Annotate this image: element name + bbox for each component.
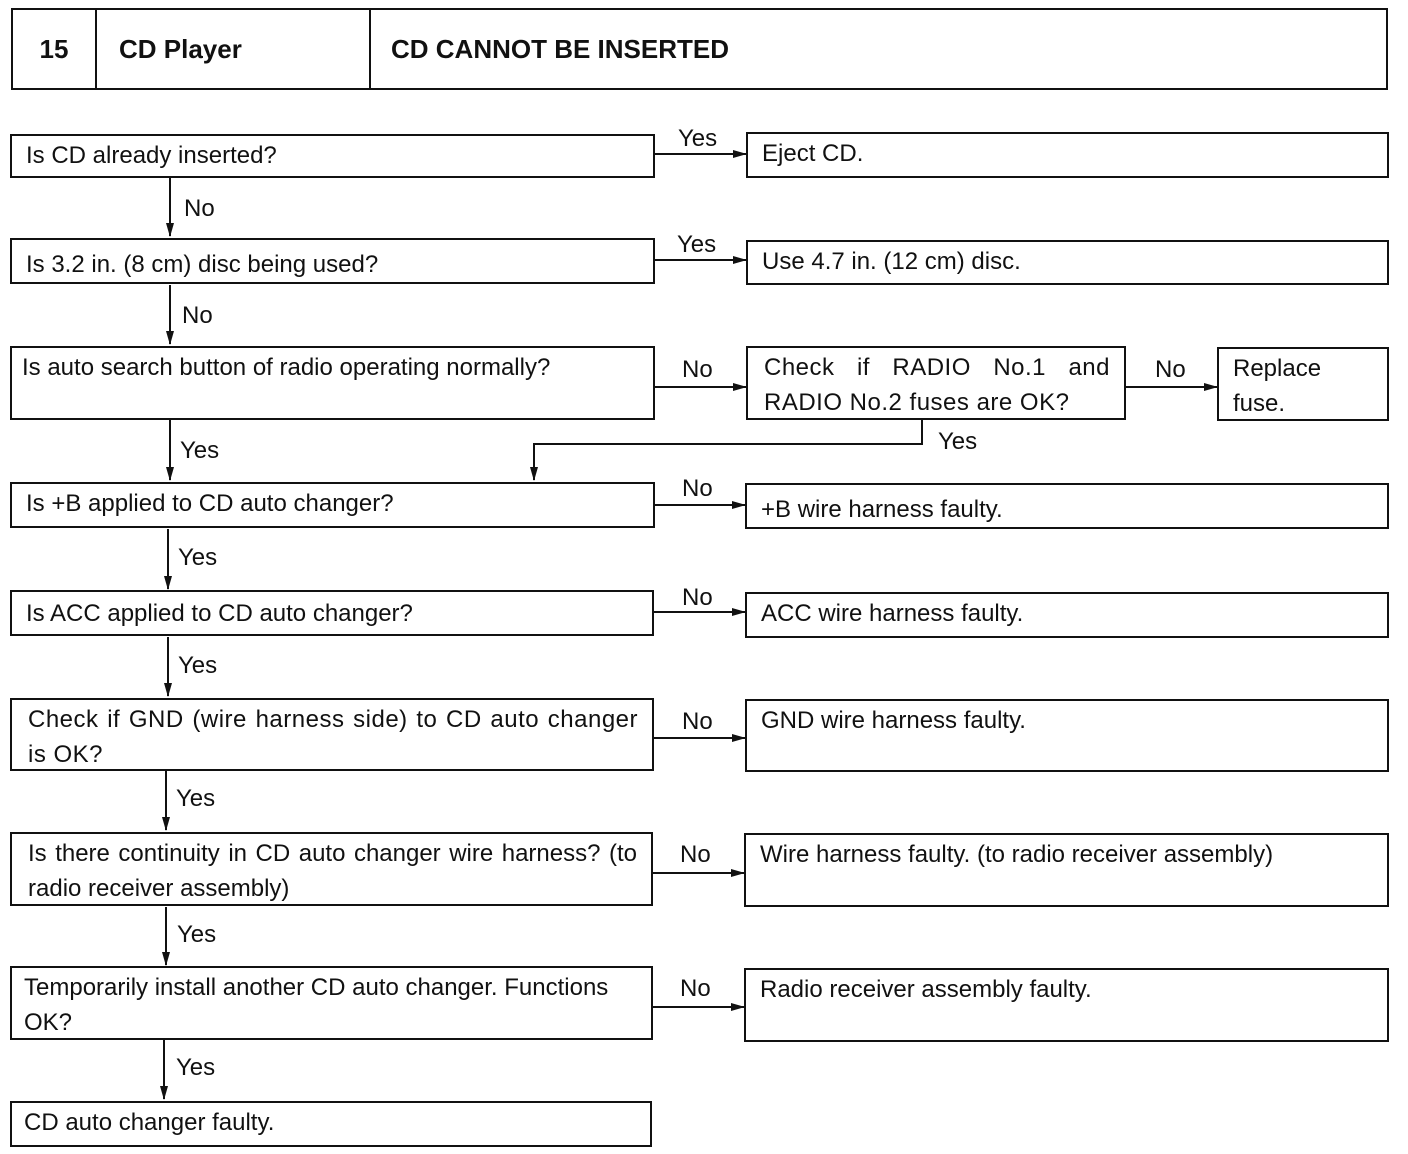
problem-title: CD CANNOT BE INSERTED [391,33,730,64]
result-changer-faulty: CD auto changer faulty. [10,1101,652,1147]
action-replace-fuse: Replace fuse. [1217,347,1389,421]
label-no: No [182,302,213,329]
label-yes: Yes [677,231,717,258]
label-no: No [184,195,215,222]
question-acc-applied: Is ACC applied to CD auto changer? [10,590,654,636]
question-auto-search-normal: Is auto search button of radio operating normally? [10,346,655,420]
label-yes: Yes [176,1054,216,1081]
action-acc-harness-faulty: ACC wire harness faulty. [745,592,1389,638]
label-no: No [680,841,711,868]
section-title: CD Player [97,10,371,88]
question-install-another-changer: Temporarily install another CD auto changer. Functions OK? [10,966,653,1040]
question-small-disc-used: Is 3.2 in. (8 cm) disc being used? [10,238,655,284]
label-no: No [682,356,713,383]
question-cd-already-inserted: Is CD already inserted? [10,134,655,178]
label-no: No [1155,356,1186,383]
label-yes: Yes [177,921,217,948]
label-yes: Yes [176,785,216,812]
action-use-large-disc: Use 4.7 in. (12 cm) disc. [746,240,1389,285]
label-no: No [680,975,711,1002]
arrow-c3-q4 [534,420,922,480]
label-yes: Yes [180,437,220,464]
label-yes: Yes [178,652,218,679]
action-wire-harness-faulty: Wire harness faulty. (to radio receiver assembly) [744,833,1389,907]
action-gnd-harness-faulty: GND wire harness faulty. [745,699,1389,772]
question-gnd-ok: Check if GND (wire harness side) to CD auto changer is OK? [10,698,654,771]
action-receiver-faulty: Radio receiver assembly faulty. [744,968,1389,1042]
question-b-applied: Is +B applied to CD auto changer? [10,482,655,528]
action-b-harness-faulty: +B wire harness faulty. [745,483,1389,529]
label-yes: Yes [678,125,718,152]
label-no: No [682,584,713,611]
action-eject-cd: Eject CD. [746,132,1389,178]
check-radio-fuses: Check if RADIO No.1 and RADIO No.2 fuses are OK? [746,346,1126,420]
label-yes: Yes [178,544,218,571]
label-no: No [682,475,713,502]
label-yes: Yes [938,428,978,455]
section-number: 15 [13,10,97,88]
question-harness-continuity: Is there continuity in CD auto changer wire harness? (to radio receiver assembly) [10,832,653,906]
label-no: No [682,708,713,735]
